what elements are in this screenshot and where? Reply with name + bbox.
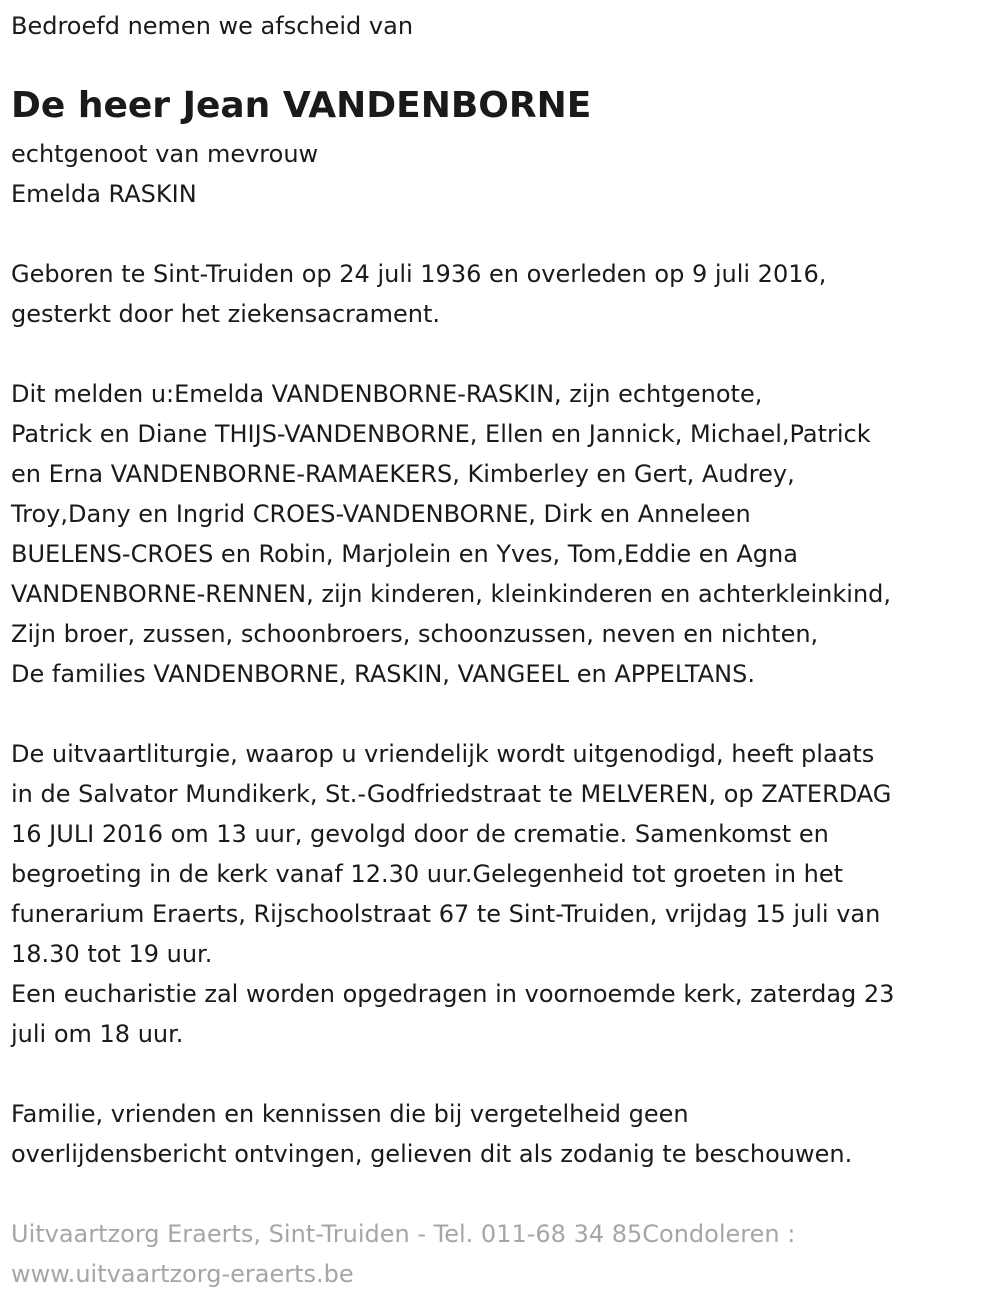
family-line: Dit melden u:Emelda VANDENBORNE-RASKIN, zijn echtgenote, [11,380,763,408]
birth-death-line: gesterkt door het ziekensacrament. [11,300,441,328]
family-line: en Erna VANDENBORNE-RAMAEKERS, Kimberley en Gert, Audrey, [11,460,795,488]
service-line: begroeting in de kerk vanaf 12.30 uur.Gelegenheid tot groeten in het [11,860,844,888]
family-section [11,374,891,694]
birth-death-section [11,254,826,334]
footer-website-link[interactable]: www.uitvaartzorg-eraerts.be [11,1260,354,1288]
service-line: funerarium Eraerts, Rijschoolstraat 67 te Sint-Truiden, vrijdag 15 juli van [11,900,881,928]
family-line: Troy,Dany en Ingrid CROES-VANDENBORNE, Dirk en Anneleen [11,500,751,528]
family-line: De families VANDENBORNE, RASKIN, VANGEEL en APPELTANS. [11,660,755,688]
service-line: juli om 18 uur. [11,1020,184,1048]
family-line: Zijn broer, zussen, schoonbroers, schoonzussen, neven en nichten, [11,620,819,648]
service-line: 16 JULI 2016 om 13 uur, gevolgd door de crematie. Samenkomst en [11,820,829,848]
intro-text: Bedroefd nemen we afscheid van [11,12,414,40]
deceased-name: De heer Jean VANDENBORNE [11,85,592,126]
spouse-section [11,134,318,214]
service-line: in de Salvator Mundikerk, St.-Godfriedstraat te MELVEREN, op ZATERDAG [11,780,892,808]
service-line: 18.30 tot 19 uur. [11,940,213,968]
service-line: De uitvaartliturgie, waarop u vriendelijk wordt uitgenodigd, heeft plaats [11,740,875,768]
funeral-home-footer [11,1214,795,1294]
family-line: VANDENBORNE-RENNEN, zijn kinderen, kleinkinderen en achterkleinkind, [11,580,892,608]
closing-section [11,1094,852,1174]
family-line: BUELENS-CROES en Robin, Marjolein en Yves, Tom,Eddie en Agna [11,540,798,568]
spouse-line: echtgenoot van mevrouw [11,140,319,168]
spouse-line: Emelda RASKIN [11,180,197,208]
closing-line: Familie, vrienden en kennissen die bij vergetelheid geen [11,1100,689,1128]
footer-contact: Uitvaartzorg Eraerts, Sint-Truiden - Tel. 011-68 34 85Condoleren : [11,1220,796,1248]
service-section [11,734,894,1054]
birth-death-line: Geboren te Sint-Truiden op 24 juli 1936 en overleden op 9 juli 2016, [11,260,827,288]
service-line: Een eucharistie zal worden opgedragen in voornoemde kerk, zaterdag 23 [11,980,895,1008]
closing-line: overlijdensbericht ontvingen, gelieven dit als zodanig te beschouwen. [11,1140,853,1168]
family-line: Patrick en Diane THIJS-VANDENBORNE, Ellen en Jannick, Michael,Patrick [11,420,871,448]
